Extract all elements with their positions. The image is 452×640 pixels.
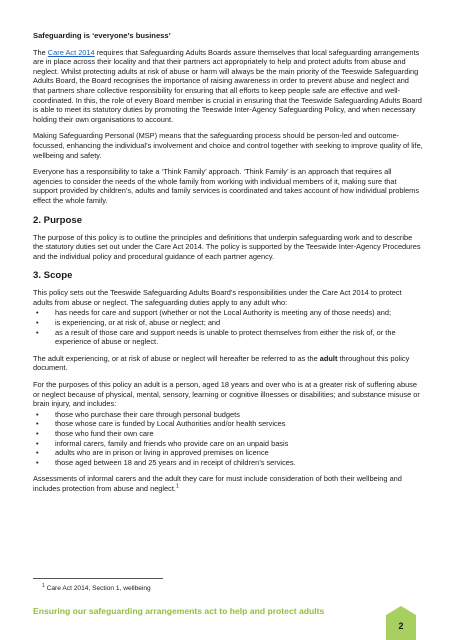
scope-heading: 3. Scope	[33, 270, 73, 282]
includes-list	[33, 410, 423, 468]
footnote-divider	[33, 578, 163, 579]
list-item: • as a result of those care and support needs is unable to protect themselves from either the risk of, or the experience of abuse or neglect.	[33, 328, 423, 347]
list-item: • has needs for care and support (whether or not the Local Authority is meeting any of those needs) and;	[33, 308, 423, 318]
care-act-link[interactable]: Care Act 2014	[47, 47, 95, 57]
intro-text-start: The	[33, 47, 48, 57]
adult-text-post: throughout this policy document.	[33, 353, 410, 373]
purpose-heading: 2. Purpose	[33, 214, 83, 226]
purposes-paragraph: For the purposes of this policy an adult is a person, aged 18 years and over who is at a greater risk of suffering abuse or neglect because of physical, mental, sensory, learning or cognitive illnesses or disabilities; and substance misuse or brain injury, and includes:	[33, 380, 420, 409]
footnote	[42, 582, 151, 593]
list-item: • informal carers, family and friends who provide care on an unpaid basis	[33, 439, 423, 449]
assessments-text: Assessments of informal carers and the adult they care for must include consideration of both their wellbeing and includes protection from abuse and neglect.	[33, 474, 402, 493]
page-number: 2	[398, 621, 404, 631]
list-item: • those whose care is funded by Local Authorities and/or health services	[33, 419, 423, 429]
intro-text-rest: requires that Safeguarding Adults Boards assure themselves that local safeguarding arrangements are in place across their locality and that their partners act appropriately to help and protect adults from abuse and neglect. Whilst protecting adults at risk of abuse or harm will always be the main priority of the Teeswide Safeguarding Adults Board, the Board recognises the importance of raising awareness in order to prevent abuse and neglect and that partners share collective responsibility for ensuring that all efforts to keep people safe are effective and well-coordinated. In this, the role of every Board member is crucial in ensuring that the Teeswide Safeguarding Adults Board is able to meet its statutory duties by promoting the Teeswide Inter-Agency Safeguarding Policy, and when necessary holding their own organisations to account.	[33, 47, 422, 124]
scope-intro: This policy sets out the Teeswide Safeguarding Adults Board’s responsibilities under the Care Act 2014 to protect adults from abuse or neglect. The safeguarding duties apply to any adult who:	[33, 288, 402, 307]
list-item: • is experiencing, or at risk of, abuse or neglect; and	[33, 318, 423, 328]
list-item: • adults who are in prison or living in approved premises on licence	[33, 448, 423, 458]
list-item: • those who purchase their care through personal budgets	[33, 410, 423, 420]
adult-definition-paragraph	[33, 354, 423, 373]
msp-paragraph: Making Safeguarding Personal (MSP) means that the safeguarding process should be person-led and outcome-focussed, enhancing the individual’s involvement and choice and control together with seeking to improve quality of life, wellbeing and safety.	[33, 131, 423, 160]
adult-term: adult	[319, 353, 338, 363]
adult-text-pre: The adult experiencing, or at risk of abuse or neglect will hereafter be referred to as the	[33, 353, 320, 363]
list-item: • those aged between 18 and 25 years and in receipt of children’s services.	[33, 458, 423, 468]
footnote-text: Care Act 2014, Section 1, wellbeing	[44, 585, 151, 592]
assessments-paragraph	[33, 474, 423, 493]
footer-tagline: Ensuring our safeguarding arrangements act to help and protect adults	[33, 606, 325, 616]
scope-criteria-list	[33, 308, 423, 346]
list-item: • those who fund their own care	[33, 429, 423, 439]
purpose-paragraph: The purpose of this policy is to outline the principles and definitions that underpin safeguarding work and to describe the statutory duties set out under the Care Act 2014. The policy is supported by the Teeswide Inter-Agency Procedures and the individual policy and procedural guidance of each partner agency.	[33, 232, 421, 261]
footnote-marker: 1	[42, 582, 45, 589]
think-family-paragraph: Everyone has a responsibility to take a ‘Think Family’ approach. ‘Think Family’ is an approach that requires all agencies to consider the needs of the whole family from working with individual members of it, making sure that support provided by children’s, adults and family services is coordinated and takes account of how individual problems effect the whole family.	[33, 167, 420, 205]
intro-paragraph	[33, 48, 423, 125]
footnote-reference[interactable]: 1	[175, 483, 179, 490]
heading-everyones-business: Safeguarding is ‘everyone’s business’	[33, 31, 171, 40]
document-body	[33, 31, 423, 501]
